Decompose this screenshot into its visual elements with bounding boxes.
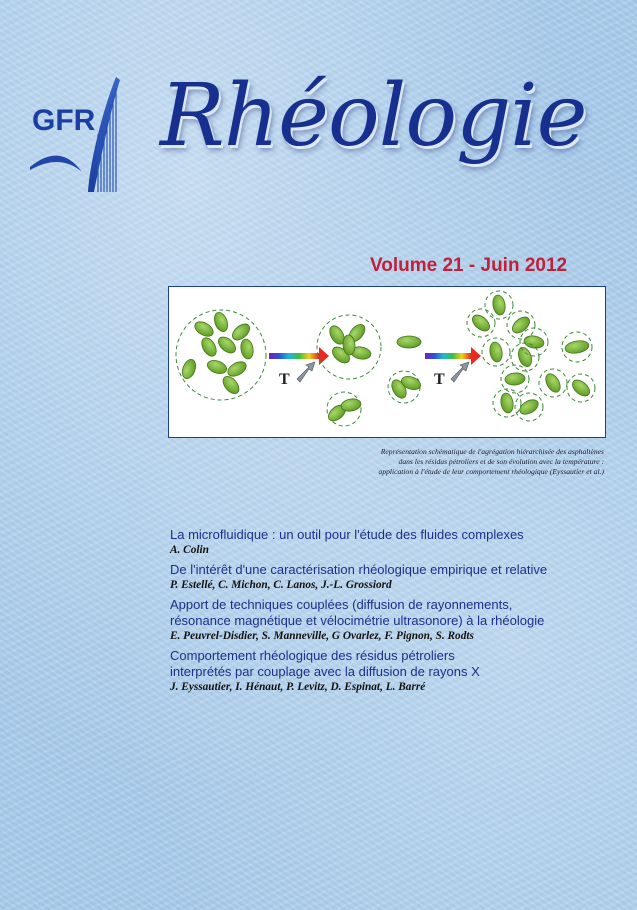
article-item <box>170 562 620 592</box>
article-title: De l'intérêt d'une caractérisation rhéologique empirique et relative <box>170 562 548 577</box>
volume-date: Volume 21 - Juin 2012 <box>370 255 568 276</box>
article-title: La microfluidique : un outil pour l'étude des fluides complexes <box>170 527 524 542</box>
schematic-figure <box>168 286 606 438</box>
article-authors: A. Colin <box>170 544 209 556</box>
logo-text: GFR <box>32 104 96 137</box>
article-authors: P. Estellé, C. Michon, C. Lanos, J.-L. Grossiord <box>170 579 392 591</box>
temperature-label-left: T <box>279 371 290 388</box>
caption-line: dans les résidus pétroliers et de son évolution avec la température : <box>398 457 604 466</box>
article-title: résonance magnétique et vélocimétrie ultrasonore) à la rhéologie <box>170 613 545 628</box>
article-authors: E. Peuvrel-Disdier, S. Manneville, G Ovarlez, F. Pignon, S. Rodts <box>170 630 474 642</box>
large-aggregate <box>176 310 266 400</box>
caption-line: application à l'étude de leur comportement rhéologique (Eyssautier et al.) <box>378 467 604 476</box>
article-item <box>170 648 620 694</box>
gfr-logo <box>28 72 128 197</box>
article-title: interprétés par couplage avec la diffusion de rayons X <box>170 664 480 679</box>
article-title: Apport de techniques couplées (diffusion de rayonnements, <box>170 597 513 612</box>
figure-caption <box>300 447 604 477</box>
article-list <box>170 527 620 699</box>
caption-line: Représentation schématique de l'agrégation hiérarchisée des asphaltènes <box>380 447 604 456</box>
dispersed-particles <box>467 291 595 421</box>
journal-title: Rhéologie <box>160 66 587 166</box>
article-authors: J. Eyssautier, I. Hénaut, P. Levitz, D. Espinat, L. Barré <box>170 681 426 693</box>
article-title: Comportement rhéologique des résidus pétroliers <box>170 648 455 663</box>
article-item <box>170 597 620 643</box>
article-item <box>170 527 620 557</box>
temperature-label-right: T <box>434 371 445 388</box>
medium-aggregate <box>317 315 422 426</box>
